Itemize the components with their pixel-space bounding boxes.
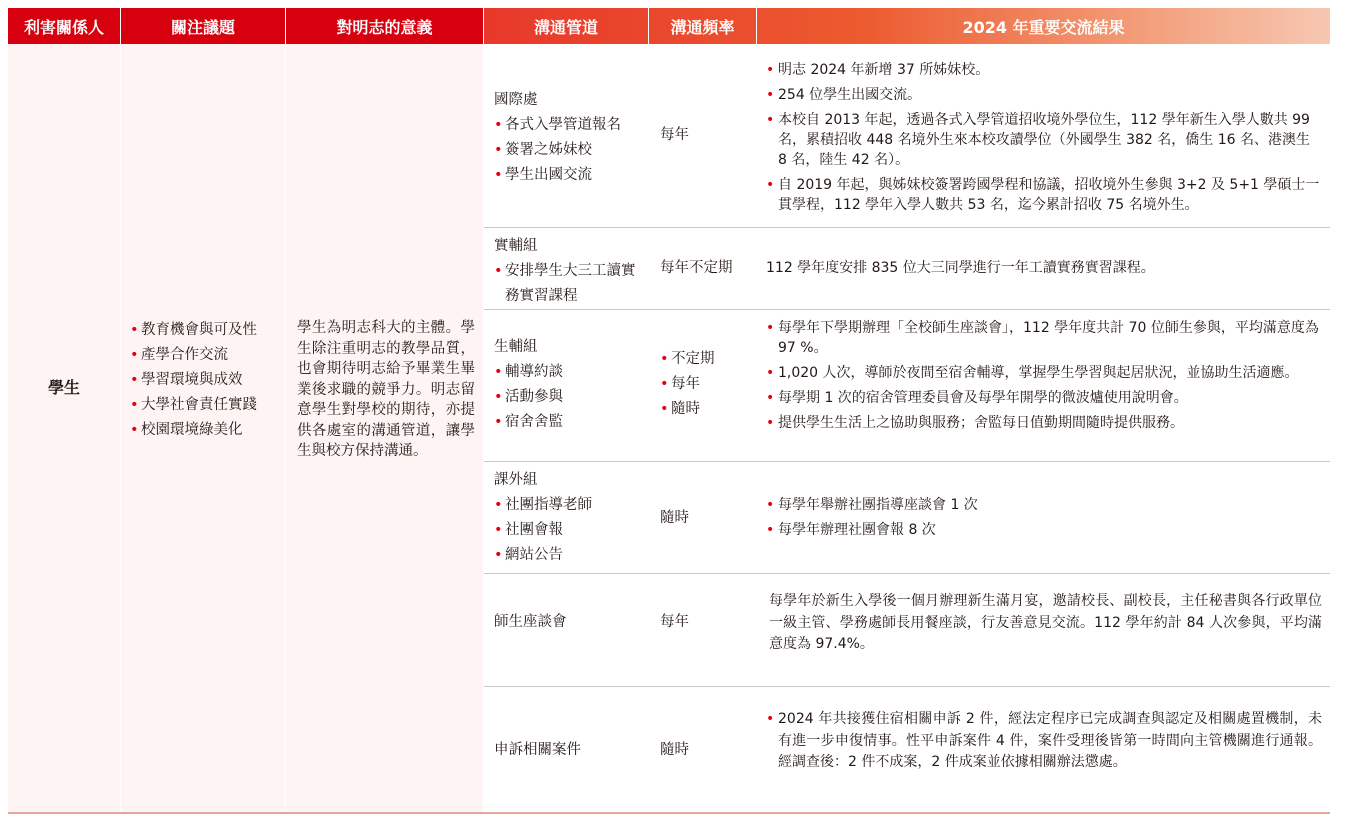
frequency-value: 每年 — [660, 127, 689, 143]
channel-international — [494, 88, 644, 188]
header-channel-label: 溝通管道 — [533, 17, 598, 37]
row-divider — [484, 461, 1330, 462]
table-bottom-border — [8, 812, 1330, 814]
topic-item: • 教育機會與可及性 — [130, 318, 280, 343]
result-item: • 每學期 1 次的宿舍管理委員會及每學年開學的微波爐使用說明會。 — [766, 388, 1320, 408]
channel-unit: 課外組 — [494, 472, 538, 488]
frequency-value: 隨時 — [660, 510, 689, 526]
header-meaning-label: 對明志的意義 — [336, 17, 433, 37]
result-text: 112 學年度安排 835 位大三同學進行一年工讀實務實習課程。 — [766, 260, 1155, 276]
header-topics-label: 關注議題 — [170, 17, 235, 37]
result-item: • 每學年辦理社團會報 8 次 — [766, 520, 1320, 540]
result-item: • 明志 2024 年新增 37 所姊妹校。 — [766, 60, 1320, 80]
channel-internship — [494, 234, 644, 309]
row-divider — [484, 227, 1330, 228]
channel-item: • 輔導約談 — [494, 360, 644, 385]
header-divider — [648, 8, 649, 44]
channel-unit: 實輔組 — [494, 238, 538, 254]
header-results — [757, 8, 1330, 44]
channel-item: • 安排學生大三工讀實務實習課程 — [494, 259, 640, 309]
frequency-list — [660, 347, 750, 422]
result-item: • 每學年下學期辦理「全校師生座談會」，112 學年度共計 70 位師生參與，平均滿意度為 97 %。 — [766, 318, 1320, 358]
channel-unit: 國際處 — [494, 92, 538, 108]
channel-unit: 生輔組 — [494, 339, 538, 355]
header-stakeholder — [8, 8, 120, 44]
header-frequency — [649, 8, 756, 44]
result-item: • 254 位學生出國交流。 — [766, 85, 1320, 105]
channel-unit: 師生座談會 — [494, 614, 567, 630]
channel-item: • 網站公告 — [494, 543, 644, 568]
topic-item: • 校園環境綠美化 — [130, 418, 280, 443]
results-complaints — [766, 709, 1322, 779]
frequency-value: 每年不定期 — [660, 260, 733, 276]
result-item: • 提供學生生活上之協助與服務；舍監每日值勤期間隨時提供服務。 — [766, 413, 1320, 433]
channel-item: • 各式入學管道報名 — [494, 113, 644, 138]
channel-extracurricular — [494, 468, 644, 568]
result-item: • 自 2019 年起，與姊妹校簽署跨國學程和協議，招收境外生參與 3+2 及 5+1 學碩士一貫學程，112 學年入學人數共 53 名，迄今累計招收 75 名境外生。 — [766, 175, 1320, 215]
topics-list — [130, 318, 280, 443]
header-results-label: 2024 年重要交流結果 — [962, 17, 1125, 37]
header-channel — [484, 8, 648, 44]
channel-student-affairs — [494, 335, 644, 435]
header-divider — [756, 8, 757, 44]
channel-item: • 簽署之姊妹校 — [494, 138, 644, 163]
results-international — [766, 60, 1320, 220]
result-item: • 每學年舉辦社團指導座談會 1 次 — [766, 495, 1320, 515]
stakeholder-name: 學生 — [47, 378, 80, 397]
topic-item: • 大學社會責任實踐 — [130, 393, 280, 418]
topic-item: • 產學合作交流 — [130, 343, 280, 368]
frequency-value: 隨時 — [660, 742, 689, 758]
channel-item: • 學生出國交流 — [494, 163, 644, 188]
stakeholder-column-bg — [8, 44, 120, 812]
results-student-affairs — [766, 318, 1320, 438]
meaning-text: 學生為明志科大的主體。學生除注重明志的教學品質，也會期待明志給予畢業生畢業後求職的競爭力。明志留意學生對學校的期待，亦提供各處室的溝通管道，讓學生與校方保持溝通。 — [297, 320, 475, 459]
channel-item: • 社團會報 — [494, 518, 644, 543]
header-meaning — [286, 8, 483, 44]
header-topics — [121, 8, 285, 44]
row-divider — [484, 309, 1330, 310]
channel-item: • 宿舍舍監 — [494, 410, 644, 435]
result-item: • 2024 年共接獲住宿相關申訴 2 件，經法定程序已完成調查與認定及相關處置機制，未有進一步申復情事。性平申訴案件 4 件，案件受理後皆第一時間向主管機關進行通報。經調查後：2 件不成案，2 件成案並依據相關辦法懲處。 — [766, 709, 1322, 774]
row-divider — [484, 686, 1330, 687]
topic-item: • 學習環境與成效 — [130, 368, 280, 393]
frequency-value: 每年 — [660, 614, 689, 630]
frequency-item: • 隨時 — [660, 397, 750, 422]
result-text: 每學年於新生入學後一個月辦理新生滿月宴，邀請校長、副校長，主任秘書與各行政單位一級主管、學務處師長用餐座談，行友善意見交流。112 學年約計 84 人次參與，平均滿意度為 97.4%。 — [769, 593, 1322, 652]
header-frequency-label: 溝通頻率 — [670, 17, 735, 37]
channel-item: • 社團指導老師 — [494, 493, 644, 518]
result-item: • 1,020 人次，導師於夜間至宿舍輔導，掌握學生學習與起居狀況，並協助生活適應。 — [766, 363, 1320, 383]
result-item: • 本校自 2013 年起，透過各式入學管道招收境外學位生，112 學年新生入學人數共 99 名，累積招收 448 名境外生來本校攻讀學位（外國學生 382 名，僑生 16 名、港澳生 8 名，陸生 42 名）。 — [766, 110, 1320, 170]
channel-item: • 活動參與 — [494, 385, 644, 410]
frequency-item: • 每年 — [660, 372, 750, 397]
row-divider — [484, 573, 1330, 574]
frequency-item: • 不定期 — [660, 347, 750, 372]
header-stakeholder-label: 利害關係人 — [23, 17, 104, 37]
results-extracurricular — [766, 495, 1320, 545]
channel-unit: 申訴相關案件 — [494, 742, 581, 758]
